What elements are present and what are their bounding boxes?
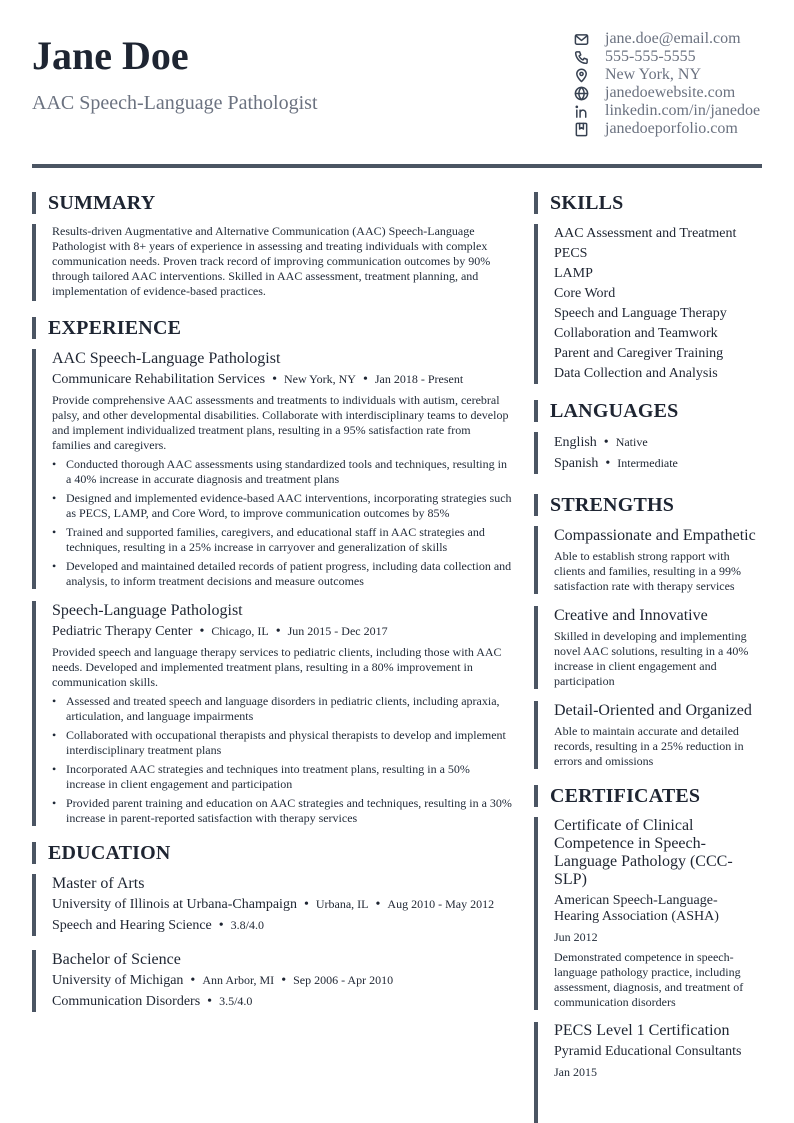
separator-dot: • <box>199 624 205 639</box>
job-company: Pediatric Therapy Center <box>52 624 193 639</box>
job-title: AAC Speech-Language Pathologist <box>52 350 281 367</box>
skills-block <box>534 224 762 384</box>
skill-item: Core Word <box>554 286 616 301</box>
separator-dot: • <box>281 973 287 988</box>
separator-dot: • <box>603 435 609 450</box>
skill-item: AAC Assessment and Treatment <box>554 226 737 241</box>
edu-school-line <box>52 970 512 991</box>
edu-school: University of Michigan <box>52 973 184 988</box>
edu-dates: Sep 2006 - Apr 2010 <box>293 973 394 987</box>
job-bullet: • Conducted thorough AAC assessments using standardized tools and techniques, resulting in a 40% increase in accurate diagnosis and treatment plans <box>52 457 512 487</box>
edu-school: University of Illinois at Urbana-Champaign <box>52 897 297 912</box>
linkedin-icon <box>573 103 589 119</box>
edu-location: Urbana, IL <box>315 897 369 911</box>
certificates-heading: CERTIFICATES <box>534 785 762 807</box>
edu-field: Communication Disorders <box>52 994 201 1009</box>
globe-icon <box>573 85 589 101</box>
languages-block <box>534 432 762 474</box>
edu-location: Ann Arbor, MI <box>202 973 275 987</box>
job-bullet: • Trained and supported families, caregivers, and educational staff in AAC strategies and techniques, resulting in a 25% increase in carryover and generalization of skills <box>52 525 512 555</box>
job-description: Provide comprehensive AAC assessments and treatments to individuals with autism, cerebral palsy, and other developmental disabilities. Collaborate with interdisciplinary teams to develop and implement individualized treatment plans, resulting in a 95% satisfaction rate from families and caregivers. <box>52 393 509 452</box>
language-name: English <box>554 435 597 450</box>
strength-title: Compassionate and Empathetic <box>554 527 756 544</box>
edu-school-line <box>52 894 512 915</box>
edu-degree: Bachelor of Science <box>52 951 181 968</box>
education-entry <box>32 874 512 936</box>
contact-portfolio-text[interactable]: janedoeporfolio.com <box>605 120 738 137</box>
bookmark-icon <box>573 121 589 137</box>
separator-dot: • <box>362 372 368 387</box>
edu-field-line <box>52 991 512 1012</box>
certificate-title: PECS Level 1 Certification <box>554 1022 730 1039</box>
job-description: Provided speech and language therapy services to pediatric clients, including those with AAC needs. Developed and implemented treatment plans, resulting in a 80% improvement in communication skills. <box>52 645 502 689</box>
contact-portfolio[interactable] <box>573 120 773 138</box>
separator-dot: • <box>303 897 309 912</box>
job-entry <box>32 601 512 826</box>
language-item <box>554 432 762 453</box>
location-icon <box>573 67 589 83</box>
certificate-date: Jan 2015 <box>554 1065 597 1079</box>
strength-description: Skilled in developing and implementing novel AAC solutions, resulting in a 40% increase in client engagement and participation <box>554 629 749 688</box>
contact-email-text[interactable]: jane.doe@email.com <box>605 30 741 47</box>
edu-dates: Aug 2010 - May 2012 <box>387 897 495 911</box>
strength-title: Detail-Oriented and Organized <box>554 702 752 719</box>
candidate-title: AAC Speech-Language Pathologist <box>32 92 318 114</box>
skill-item: LAMP <box>554 266 593 281</box>
summary-heading: SUMMARY <box>32 192 512 214</box>
job-dates: Jun 2015 - Dec 2017 <box>287 624 388 638</box>
certificate-item <box>534 1022 762 1123</box>
skill-item: Parent and Caregiver Training <box>554 346 724 361</box>
certificate-issuer: Pyramid Educational Consultants <box>554 1044 742 1059</box>
phone-icon <box>573 49 589 65</box>
strength-item <box>534 701 762 769</box>
job-meta <box>52 369 512 390</box>
separator-dot: • <box>275 624 281 639</box>
strength-description: Able to establish strong rapport with clients and families, resulting in a 99% satisfaction rate with therapy services <box>554 549 741 593</box>
strength-item <box>534 606 762 689</box>
skills-heading: SKILLS <box>534 192 762 214</box>
separator-dot: • <box>605 456 611 471</box>
language-level: Native <box>615 435 648 449</box>
edu-field-line <box>52 915 512 936</box>
language-level: Intermediate <box>617 456 678 470</box>
skill-item: Speech and Language Therapy <box>554 306 727 321</box>
edu-degree: Master of Arts <box>52 875 145 892</box>
job-title: Speech-Language Pathologist <box>52 602 243 619</box>
certificate-date: Jun 2012 <box>554 930 598 944</box>
job-entry <box>32 349 512 589</box>
certificate-issuer: American Speech-Language-Hearing Association (ASHA) <box>554 893 719 924</box>
job-bullet: • Collaborated with occupational therapists and physical therapists to develop and implement interdisciplinary treatment plans <box>52 728 512 758</box>
certificate-item <box>534 817 762 1010</box>
certificate-description: Demonstrated competence in speech-language pathology practice, including assessment, diagnosis, and treatment of communication disorders <box>554 950 744 1009</box>
summary-text: Results-driven Augmentative and Alternative Communication (AAC) Speech-Language Pathologist with 8+ years of experience in assessing and treating individuals with complex communication needs. Proven track record of improving communication outcomes by 90% through tailored AAC interventions. Skilled in AAC assessment, treatment planning, and implementation of evidence-based practices. <box>52 224 491 298</box>
job-location: Chicago, IL <box>211 624 269 638</box>
job-company: Communicare Rehabilitation Services <box>52 372 266 387</box>
strength-title: Creative and Innovative <box>554 607 708 624</box>
skill-item: Data Collection and Analysis <box>554 366 718 381</box>
contact-location <box>573 66 773 84</box>
email-icon <box>573 31 589 47</box>
job-bullet: • Assessed and treated speech and language disorders in pediatric clients, including apraxia, articulation, and language impairments <box>52 694 512 724</box>
contact-website-text[interactable]: janedoewebsite.com <box>605 84 736 101</box>
separator-dot: • <box>207 994 213 1009</box>
left-column <box>32 192 512 1026</box>
skill-item: PECS <box>554 246 588 261</box>
edu-field: Speech and Hearing Science <box>52 918 212 933</box>
contact-phone-text[interactable]: 555-555-5555 <box>605 48 696 65</box>
language-item <box>554 453 762 474</box>
job-bullet: • Incorporated AAC strategies and techniques into treatment plans, resulting in a 50% increase in client engagement and participation <box>52 762 512 792</box>
header-divider <box>32 164 762 168</box>
languages-heading: LANGUAGES <box>534 400 762 422</box>
job-bullets <box>52 457 512 589</box>
candidate-name: Jane Doe <box>32 33 189 78</box>
skill-item: Collaboration and Teamwork <box>554 326 718 341</box>
edu-gpa: 3.8/4.0 <box>230 918 265 932</box>
edu-gpa: 3.5/4.0 <box>219 994 253 1008</box>
separator-dot: • <box>272 372 277 387</box>
job-bullet: • Provided parent training and education on AAC strategies and techniques, resulting in a 30% increase in parent-reported satisfaction with therapy services <box>52 796 512 826</box>
education-heading: EDUCATION <box>32 842 512 864</box>
language-name: Spanish <box>554 456 599 471</box>
contact-email[interactable] <box>573 30 773 48</box>
separator-dot: • <box>375 897 381 912</box>
contact-website[interactable] <box>573 84 773 102</box>
strength-description: Able to maintain accurate and detailed records, resulting in a 25% reduction in errors and omissions <box>554 724 744 768</box>
job-meta <box>52 621 512 642</box>
strength-item <box>534 526 762 594</box>
contact-list <box>573 30 773 138</box>
certificate-title: Certificate of Clinical Competence in Speech-Language Pathology (CCC-SLP) <box>554 817 733 888</box>
separator-dot: • <box>218 918 224 933</box>
summary-block <box>32 224 512 301</box>
strengths-heading: STRENGTHS <box>534 494 762 516</box>
contact-phone[interactable] <box>573 48 773 66</box>
contact-linkedin[interactable] <box>573 102 773 120</box>
contact-location-text: New York, NY <box>605 66 702 83</box>
experience-heading: EXPERIENCE <box>32 317 512 339</box>
resume-header <box>32 30 762 150</box>
job-dates: Jan 2018 - Present <box>374 372 464 386</box>
contact-linkedin-text[interactable]: linkedin.com/in/janedoe <box>605 102 761 119</box>
job-bullet: • Developed and maintained detailed records of patient progress, including data collection and analysis, to inform treatment decisions and measure outcomes <box>52 559 512 589</box>
separator-dot: • <box>190 973 196 988</box>
job-bullets <box>52 694 512 826</box>
job-location: New York, NY <box>283 372 356 386</box>
education-entry <box>32 950 512 1012</box>
right-column <box>534 192 762 1123</box>
job-bullet: • Designed and implemented evidence-based AAC interventions, incorporating strategies such as PECS, LAMP, and Core Word, to improve communication outcomes by 85% <box>52 491 512 521</box>
